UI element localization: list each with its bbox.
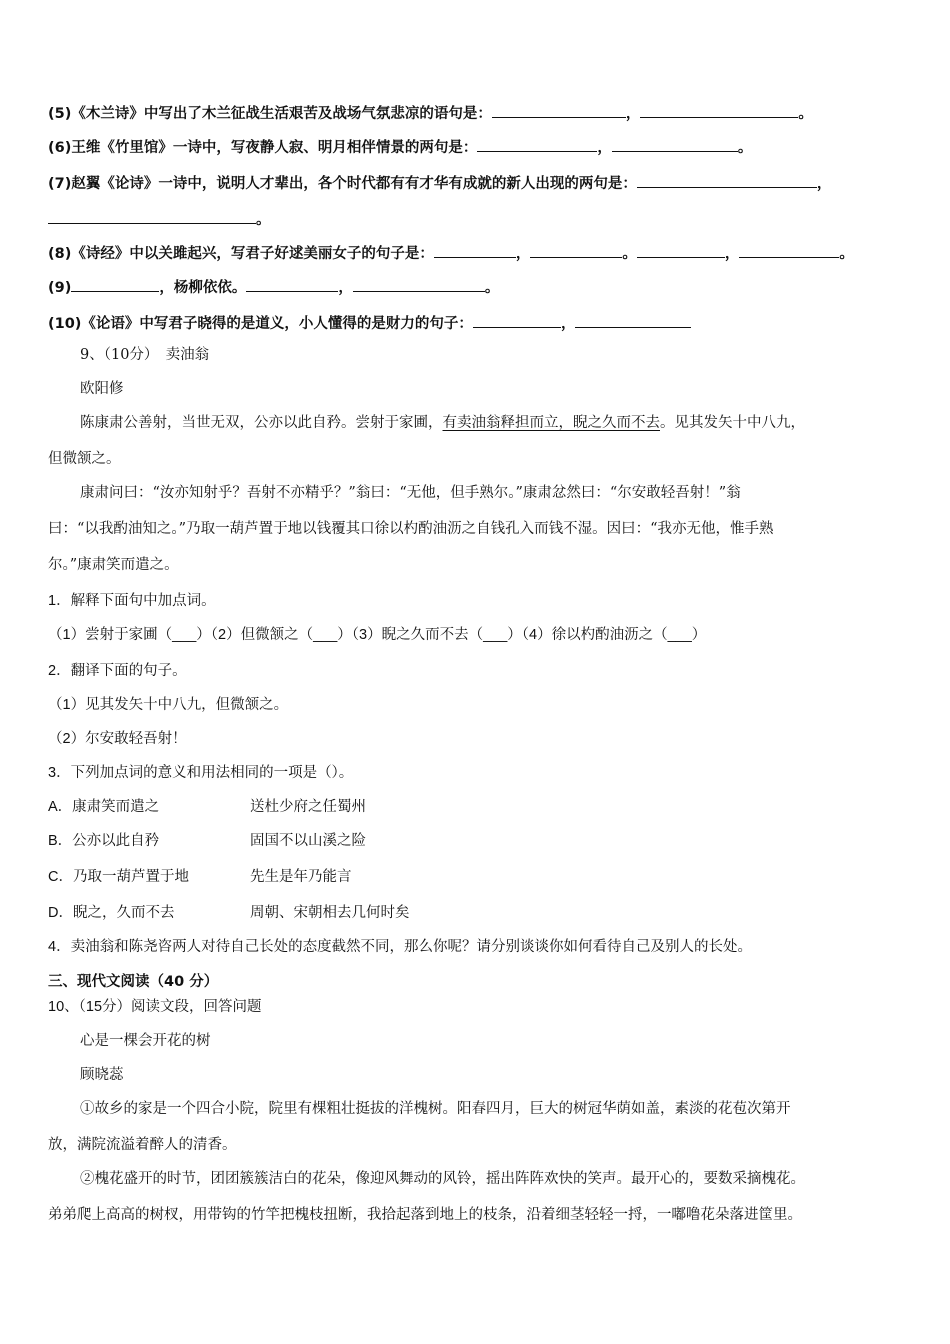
answer-blank[interactable]: [71, 277, 159, 292]
article-paragraph-1: ①故乡的家是一个四合小院，院里有棵粗壮挺拔的洋槐树。阳春四月，巨大的树冠华荫如盖，素淡的花苞次第开: [80, 1101, 791, 1117]
article-paragraph-2-cont: 弟弟爬上高高的树杈，用带钩的竹竿把槐枝扭断，我拾起落到地上的枝条，沿着细茎轻轻一捋，一嘟噜花朵落进筐里。: [48, 1207, 802, 1223]
option-d[interactable]: D．睨之，久而不去 周朝、宋朝相去几何时矣: [48, 905, 410, 921]
answer-blank[interactable]: [353, 277, 485, 292]
passage-paragraph-2: 康肃问曰：“汝亦知射乎？吾射不亦精乎？”翁曰：“无他，但手熟尔。”康肃忿然曰：“尔安敢轻吾射！”翁: [80, 485, 741, 501]
article-paragraph-1-cont: 放，满院流溢着醉人的清香。: [48, 1137, 237, 1153]
passage-paragraph-1-cont: 但微颔之。: [48, 451, 121, 467]
sub-question-2: 2．翻译下面的句子。: [48, 663, 187, 679]
answer-blank[interactable]: [492, 103, 626, 118]
sub-question-2-item-1: （1）见其发矢十中八九，但微颔之。: [48, 697, 289, 713]
article-author: 顾晓蕊: [80, 1067, 124, 1083]
answer-blank[interactable]: [530, 243, 622, 258]
question-7-cont: 。: [48, 209, 271, 230]
question-8-text: (8)《诗经》中以关雎起兴，写君子好逑美丽女子的句子是：: [48, 246, 434, 262]
article-paragraph-2: ②槐花盛开的时节，团团簇簇洁白的花朵，像迎风舞动的风铃，摇出阵阵欢快的笑声。最开心的，要数采摘槐花。: [80, 1171, 805, 1187]
answer-blank[interactable]: [640, 103, 798, 118]
answer-blank[interactable]: [612, 137, 738, 152]
answer-blank[interactable]: [246, 277, 338, 292]
question-5-text: (5)《木兰诗》中写出了木兰征战生活艰苦及战场气氛悲凉的语句是：: [48, 106, 492, 122]
article-title: 心是一棵会开花的树: [80, 1033, 211, 1049]
answer-blank[interactable]: [739, 243, 839, 258]
sub-question-1-items: （1）尝射于家圃（___）（2）但微颔之（___）（3）睨之久而不去（___）（4）徐以杓酌油沥之（___）: [48, 627, 707, 643]
answer-blank[interactable]: [48, 209, 256, 224]
question-10: (10)《论语》中写君子晓得的是道义，小人懂得的是财力的句子： ，: [48, 313, 691, 334]
underlined-sentence: 有卖油翁释担而立，睨之久而不去: [442, 415, 660, 431]
question-6-text: (6)王维《竹里馆》一诗中，写夜静人寂、明月相伴情景的两句是：: [48, 140, 478, 156]
section-3-heading: 三、现代文阅读（40 分）: [48, 974, 219, 990]
passage-paragraph-2-end: 尔。”康肃笑而遣之。: [48, 557, 179, 573]
question-7-text: (7)赵翼《论诗》一诗中，说明人才辈出，各个时代都有有才华有成就的新人出现的两句是：: [48, 176, 637, 192]
question-9: (9) ，杨柳依依。 ， 。: [48, 277, 499, 298]
passage-paragraph-1: 陈康肃公善射，当世无双，公亦以此自矜。尝射于家圃，有卖油翁释担而立，睨之久而不去。见其发矢十中八九，: [80, 415, 805, 431]
question-7: (7)赵翼《论诗》一诗中，说明人才辈出，各个时代都有有才华有成就的新人出现的两句是： ，: [48, 173, 831, 194]
question-10-text: (10)《论语》中写君子晓得的是道义，小人懂得的是财力的句子：: [48, 316, 473, 332]
answer-blank[interactable]: [434, 243, 516, 258]
option-c[interactable]: C．乃取一葫芦置于地 先生是年乃能言: [48, 869, 352, 885]
option-b[interactable]: B．公亦以此自矜 固国不以山溪之险: [48, 833, 366, 849]
sub-question-2-item-2: （2）尔安敢轻吾射！: [48, 731, 187, 747]
question-10-heading: 10、（15分）阅读文段，回答问题: [48, 999, 262, 1015]
option-a[interactable]: A．康肃笑而遣之 送杜少府之任蜀州: [48, 799, 366, 815]
answer-blank[interactable]: [473, 313, 561, 328]
section-9-heading: 9、（10分） 卖油翁: [80, 347, 210, 363]
question-5: (5)《木兰诗》中写出了木兰征战生活艰苦及战场气氛悲凉的语句是： ， 。: [48, 103, 813, 124]
question-8: (8)《诗经》中以关雎起兴，写君子好逑美丽女子的句子是： ， 。 ， 。: [48, 243, 854, 264]
answer-blank[interactable]: [575, 313, 691, 328]
section-9-author: 欧阳修: [80, 381, 124, 397]
answer-blank[interactable]: [477, 137, 597, 152]
question-6: (6)王维《竹里馆》一诗中，写夜静人寂、明月相伴情景的两句是： ， 。: [48, 137, 752, 158]
passage-paragraph-2-cont: 曰：“以我酌油知之。”乃取一葫芦置于地以钱覆其口徐以杓酌油沥之自钱孔入而钱不湿。因曰：“我亦无他，惟手熟: [48, 521, 774, 537]
sub-question-1: 1．解释下面句中加点词。: [48, 593, 216, 609]
answer-blank[interactable]: [637, 243, 725, 258]
sub-question-4: 4．卖油翁和陈尧咨两人对待自己长处的态度截然不同，那么你呢？请分别谈谈你如何看待自己及别人的长处。: [48, 939, 753, 955]
answer-blank[interactable]: [637, 173, 817, 188]
sub-question-3: 3．下列加点词的意义和用法相同的一项是（）。: [48, 765, 354, 781]
